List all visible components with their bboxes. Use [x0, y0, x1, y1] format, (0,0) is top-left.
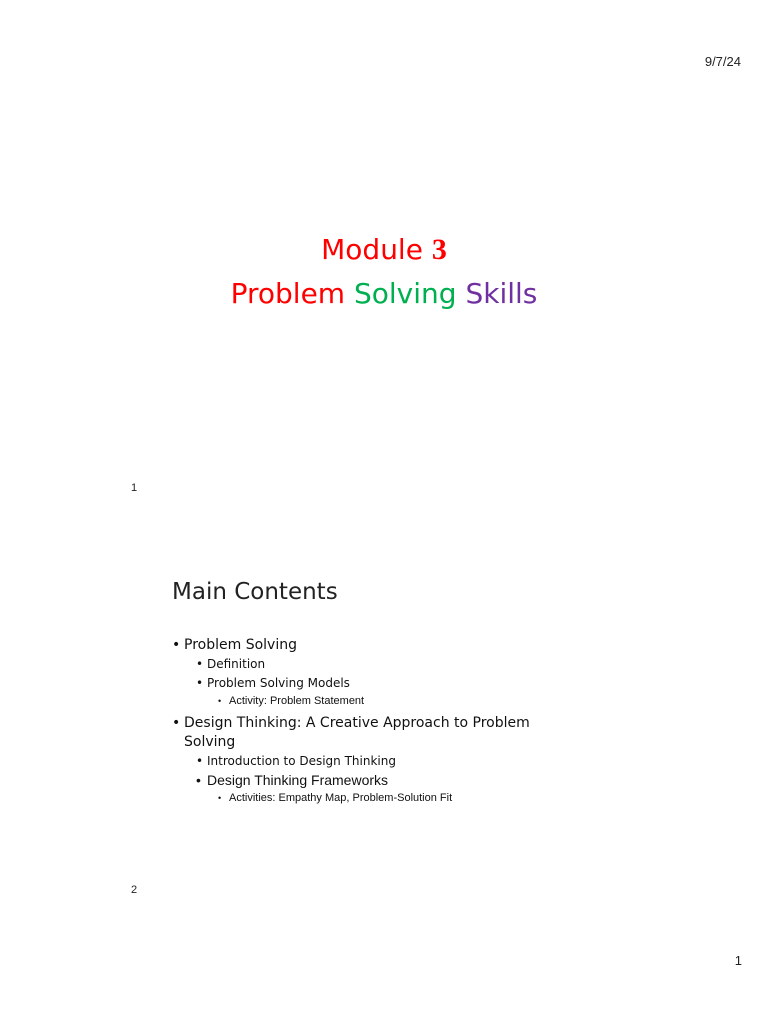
slide-title-block: [0, 228, 768, 316]
module-number: 3: [431, 233, 447, 266]
outline-subitem: [196, 771, 572, 806]
outline-subitem-label: Introduction to Design Thinking: [207, 754, 396, 768]
module-title: [0, 228, 768, 272]
outline-subitem-label: Definition: [207, 657, 266, 671]
outline-subsublist: [218, 693, 572, 709]
module-title-word: Module: [321, 233, 423, 266]
outline-sublist: [196, 655, 572, 709]
outline-subitem: [196, 752, 572, 771]
outline-item: [172, 636, 572, 709]
outline-subitem: [196, 674, 572, 709]
outline-subsubitem: [218, 693, 572, 709]
subtitle-word-skills: Skills: [465, 277, 538, 310]
outline-subitem-label: Problem Solving Models: [207, 676, 350, 690]
module-subtitle: [0, 272, 768, 316]
outline-subsubitem-label: Activity: Problem Statement: [229, 695, 365, 707]
outline-item-label: Problem Solving: [184, 637, 297, 653]
outline-item-label: Design Thinking: A Creative Approach to Problem Solving: [184, 715, 530, 750]
outline-subsublist: [218, 790, 572, 806]
outline-subsubitem-label: Activities: Empathy Map, Problem-Solution Fit: [229, 792, 453, 804]
subtitle-word-problem: Problem: [230, 277, 346, 310]
contents-title: Main Contents: [172, 579, 338, 605]
page-number: 1: [734, 953, 742, 968]
page-date: 9/7/24: [704, 54, 741, 69]
outline-subitem: [196, 655, 572, 674]
outline-item: [172, 714, 572, 806]
outline-subitem-label: Design Thinking Frameworks: [207, 772, 389, 788]
subtitle-word-solving: Solving: [354, 277, 457, 310]
slide-number-2: 2: [131, 884, 138, 896]
slide-number-1: 1: [131, 482, 138, 494]
outline-subsubitem: [218, 790, 572, 806]
contents-outline: [172, 636, 572, 806]
outline-sublist: [196, 752, 572, 806]
